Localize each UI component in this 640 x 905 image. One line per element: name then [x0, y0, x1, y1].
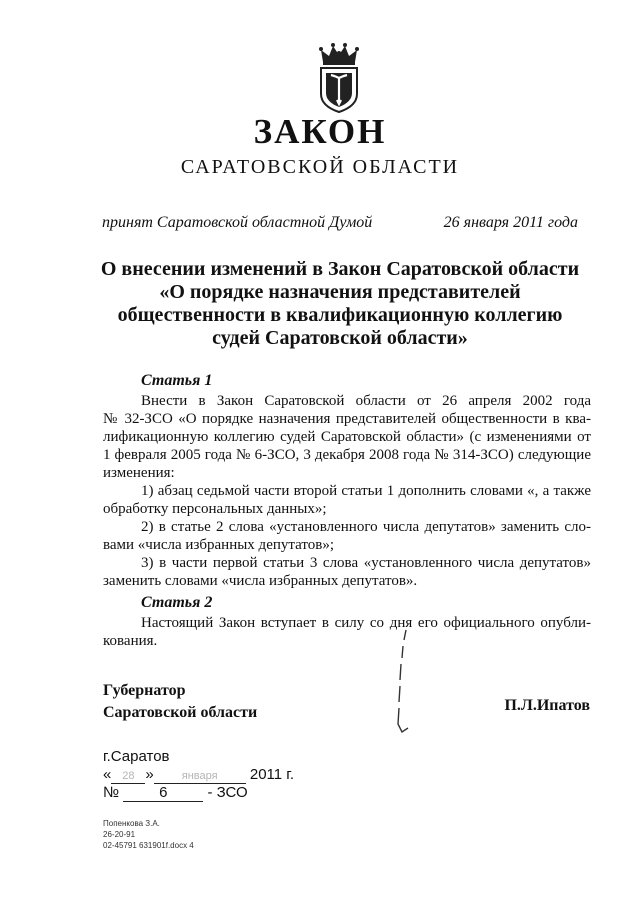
article-1-line: № 32-ЗСО «О порядке назначения представителей общественности в ква-	[103, 411, 591, 427]
date-open-quote: «	[103, 766, 112, 783]
date-day	[111, 766, 145, 784]
law-title: ЗАКОН	[253, 112, 387, 151]
number-suffix: - ЗСО	[207, 784, 248, 801]
article-2-body	[103, 614, 591, 650]
article-1-line: вами «числа избранных депутатов»;	[103, 537, 334, 553]
headline-line: О внесении изменений в Закон Саратовской области	[100, 258, 580, 280]
article-2-heading: Статья 2	[141, 594, 213, 611]
date-close-quote: »	[145, 766, 154, 783]
footer-author: Попенкова З.А.	[103, 819, 160, 828]
article-1-line: заменить словами «числа избранных депутатов».	[103, 573, 418, 589]
article-1-line: изменения:	[103, 465, 175, 481]
adopted-date: 26 января 2011 года	[443, 214, 578, 231]
article-1-line: 1) абзац седьмой части второй статьи 1 дополнить словами «, а также	[141, 483, 591, 499]
signatory-position-line: Губернатор	[103, 682, 186, 699]
article-1-body	[103, 392, 591, 590]
document-footer	[103, 818, 194, 851]
registration-number	[103, 784, 248, 802]
adopted-by: принят Саратовской областной Думой	[102, 214, 373, 231]
article-1-line: лификационную коллегию судей Саратовской области» (с изменениями от	[103, 429, 591, 445]
signatory-position-line: Саратовской области	[103, 704, 258, 721]
law-headline	[60, 258, 620, 350]
date-month	[154, 766, 246, 784]
law-region: САРАТОВСКОЙ ОБЛАСТИ	[180, 156, 460, 178]
number-prefix: №	[103, 784, 120, 801]
signatory-position	[103, 680, 257, 724]
headline-line: общественности в квалификационную коллегию	[117, 304, 563, 326]
handwritten-signature-icon	[388, 628, 418, 738]
article-1-line: обработку персональных данных»;	[103, 501, 327, 517]
number-value: 6	[123, 784, 203, 802]
article-1-line: Внести в Закон Саратовской области от 26 апреля 2002 года	[141, 393, 591, 409]
signatory-name: П.Л.Ипатов	[504, 697, 590, 714]
headline-line: «О порядке назначения представителей	[159, 281, 521, 303]
article-2-line: кования.	[103, 633, 158, 649]
registration-city: г.Саратов	[103, 748, 170, 765]
saratov-coat-of-arms-icon	[313, 42, 365, 114]
article-1-heading: Статья 1	[141, 372, 213, 389]
article-2-line: Настоящий Закон вступает в силу со дня его официального опубли-	[141, 615, 591, 631]
footer-file-ref: 02-45791 631901f.docx 4	[103, 841, 194, 850]
date-year: 2011 г.	[249, 766, 295, 783]
article-1-line: 3) в части первой статьи 3 слова «установленного числа депутатов»	[141, 555, 591, 571]
date-day-value: 28	[122, 770, 135, 782]
article-1-line: 1 февраля 2005 года № 6-ЗСО, 3 декабря 2008 года № 314-ЗСО) следующие	[103, 447, 591, 463]
article-1-line: 2) в статье 2 слова «установленного числа депутатов» заменить сло-	[141, 519, 591, 535]
footer-phone: 26-20-91	[103, 830, 136, 839]
date-month-value: января	[181, 770, 218, 782]
registration-date	[103, 766, 294, 784]
headline-line: судей Саратовской области»	[212, 327, 468, 349]
